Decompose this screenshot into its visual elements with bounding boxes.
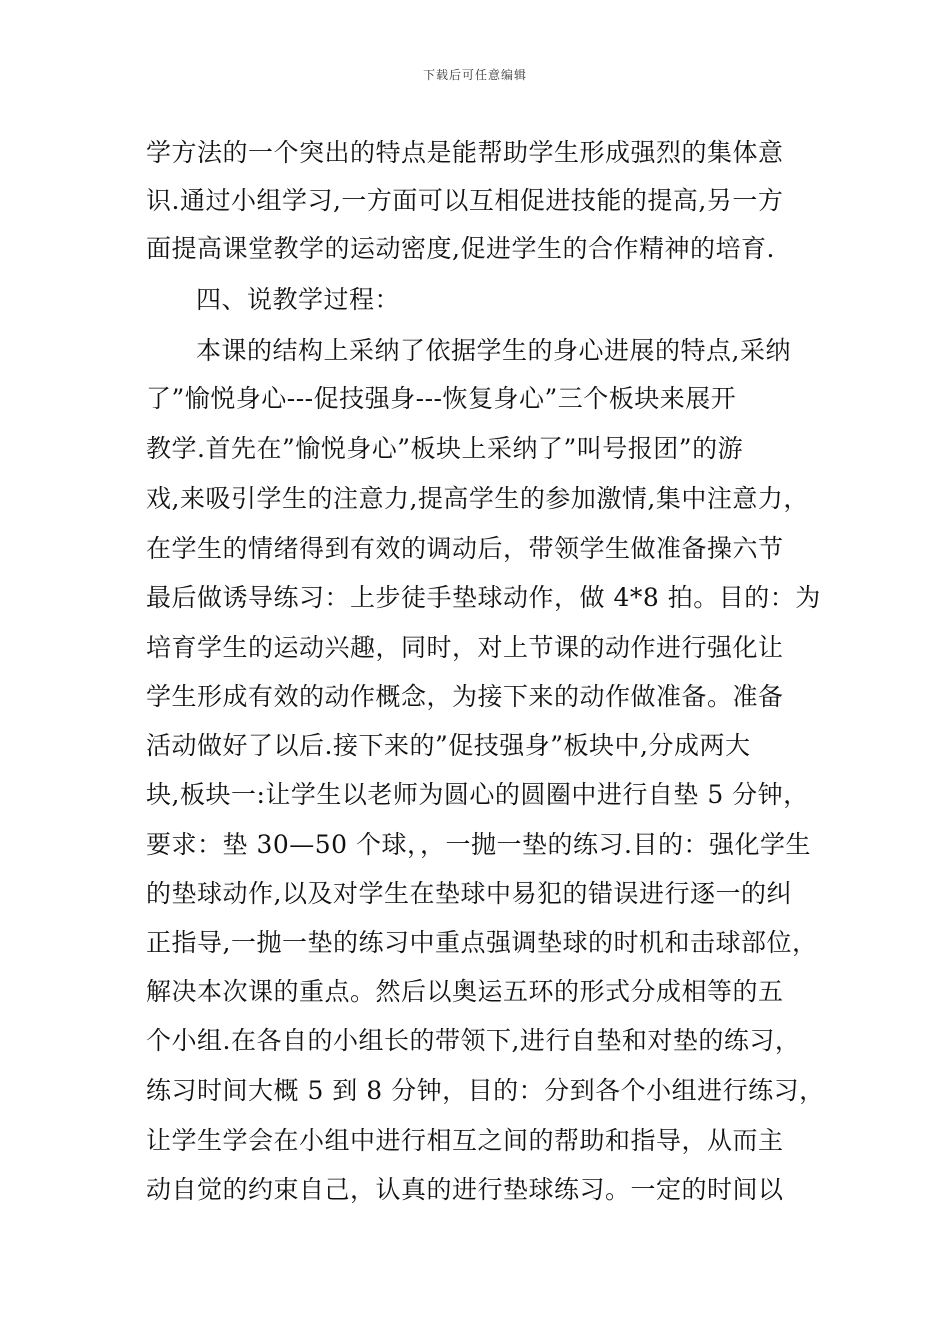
text-line: 识.通过小组学习,一方面可以互相促进技能的提高,另一方 — [146, 186, 784, 215]
text-line: 活动做好了以后.接下来的”促技强身”板块中,分成两大 — [146, 731, 751, 760]
page-header: 下载后可任意编辑 — [422, 68, 527, 82]
text-line: 正指导,一抛一垫的练习中重点强调垫球的时机和击球部位， — [146, 928, 818, 957]
text-line: 动自觉的约束自己，认真的进行垫球练习。一定的时间以 — [146, 1175, 784, 1204]
text-line: 本课的结构上采纳了依据学生的身心进展的特点,采纳 — [196, 336, 791, 365]
text-line: 学生形成有效的动作概念，为接下来的动作做准备。准备 — [146, 682, 784, 711]
text-line: 戏,来吸引学生的注意力,提高学生的参加激情,集中注意力， — [146, 484, 809, 513]
text-line: 培育学生的运动兴趣，同时，对上节课的动作进行强化让 — [146, 633, 784, 662]
text-line: 面提高课堂教学的运动密度,促进学生的合作精神的培育. — [146, 234, 775, 263]
text-line: 学方法的一个突出的特点是能帮助学生形成强烈的集体意 — [146, 138, 784, 167]
text-line: 练习时间大概 5 到 8 分钟，目的：分到各个小组进行练习， — [146, 1076, 825, 1105]
text-line: 要求：垫 30—50 个球，，一抛一垫的练习.目的：强化学生 — [146, 830, 811, 859]
text-line: 个小组.在各自的小组长的带领下,进行自垫和对垫的练习， — [146, 1026, 801, 1055]
text-line: 的垫球动作,以及对学生在垫球中易犯的错误进行逐一的纠 — [146, 879, 792, 908]
text-line: 块,板块一:让学生以老师为圆心的圆圈中进行自垫 5 分钟， — [146, 780, 809, 809]
section-heading: 四、说教学过程： — [196, 285, 401, 314]
text-line: 教学.首先在”愉悦身心”板块上采纳了”叫号报团”的游 — [146, 434, 744, 463]
text-line: 了”愉悦身心---促技强身---恢复身心”三个板块来展开 — [146, 384, 737, 413]
text-line: 在学生的情绪得到有效的调动后，带领学生做准备操六节 — [146, 534, 784, 563]
text-line: 最后做诱导练习：上步徒手垫球动作，做 4*8 拍。目的：为 — [146, 583, 821, 612]
text-line: 解决本次课的重点。然后以奥运五环的形式分成相等的五 — [146, 977, 784, 1006]
text-line: 让学生学会在小组中进行相互之间的帮助和指导，从而主 — [146, 1126, 784, 1155]
